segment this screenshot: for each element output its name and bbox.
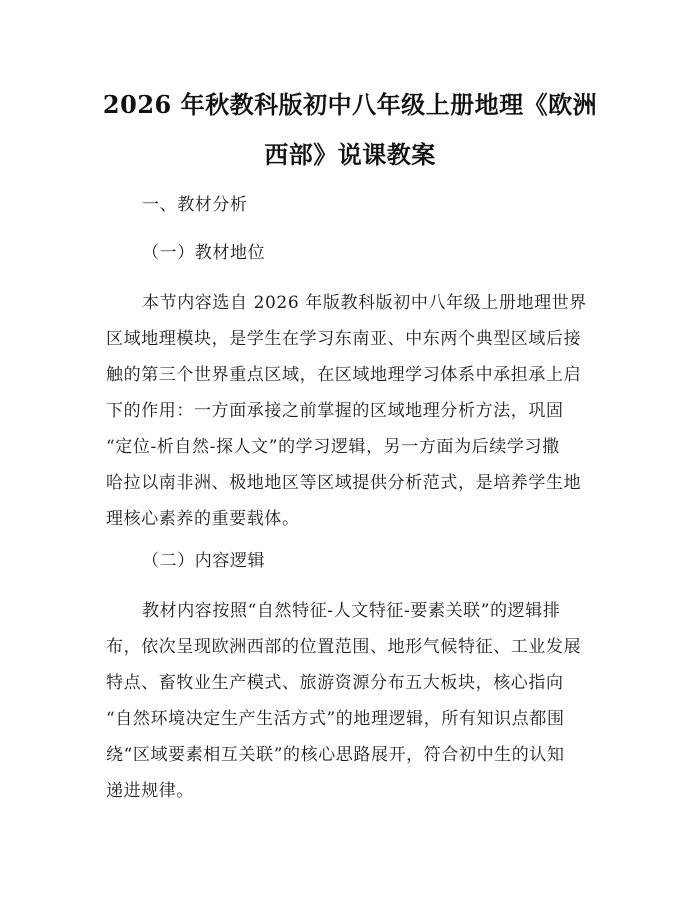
section-heading-textbook-analysis: 一、教材分析 bbox=[142, 195, 248, 215]
paragraph-line: 绕“区域要素相互关联”的核心思路展开，符合初中生的认知 bbox=[106, 745, 565, 765]
subsection-heading-content-logic: （二）内容逻辑 bbox=[142, 551, 266, 571]
document-title-line-1: 2026 年秋教科版初中八年级上册地理《欧洲 bbox=[102, 90, 598, 119]
paragraph-line: 下的作用：一方面承接之前掌握的区域地理分析方法，巩固 bbox=[106, 401, 564, 421]
paragraph-line: 本节内容选自 2026 年版教科版初中八年级上册地理世界 bbox=[142, 293, 587, 313]
paragraph-line: “自然环境决定生产生活方式”的地理逻辑，所有知识点都围 bbox=[106, 709, 565, 729]
paragraph-line: 触的第三个世界重点区域，在区域地理学习体系中承担承上启 bbox=[106, 365, 582, 385]
paragraph-line: 理核心素养的重要载体。 bbox=[106, 509, 300, 529]
paragraph-line: 递进规律。 bbox=[106, 781, 194, 801]
paragraph-line: 布，依次呈现欧洲西部的位置范围、地形气候特征、工业发展 bbox=[106, 637, 582, 657]
paragraph-line: 教材内容按照“自然特征-人文特征-要素关联”的逻辑排 bbox=[142, 601, 561, 621]
paragraph-line: 区域地理模块，是学生在学习东南亚、中东两个典型区域后接 bbox=[106, 329, 582, 349]
subsection-heading-textbook-position: （一）教材地位 bbox=[142, 243, 266, 263]
paragraph-line: 特点、畜牧业生产模式、旅游资源分布五大板块，核心指向 bbox=[106, 673, 564, 693]
paragraph-line: “定位-析自然-探人文”的学习逻辑，另一方面为后续学习撒 bbox=[106, 437, 560, 457]
paragraph-line: 哈拉以南非洲、极地地区等区域提供分析范式，是培养学生地 bbox=[106, 473, 582, 493]
document-title-line-2: 西部》说课教案 bbox=[264, 140, 436, 169]
